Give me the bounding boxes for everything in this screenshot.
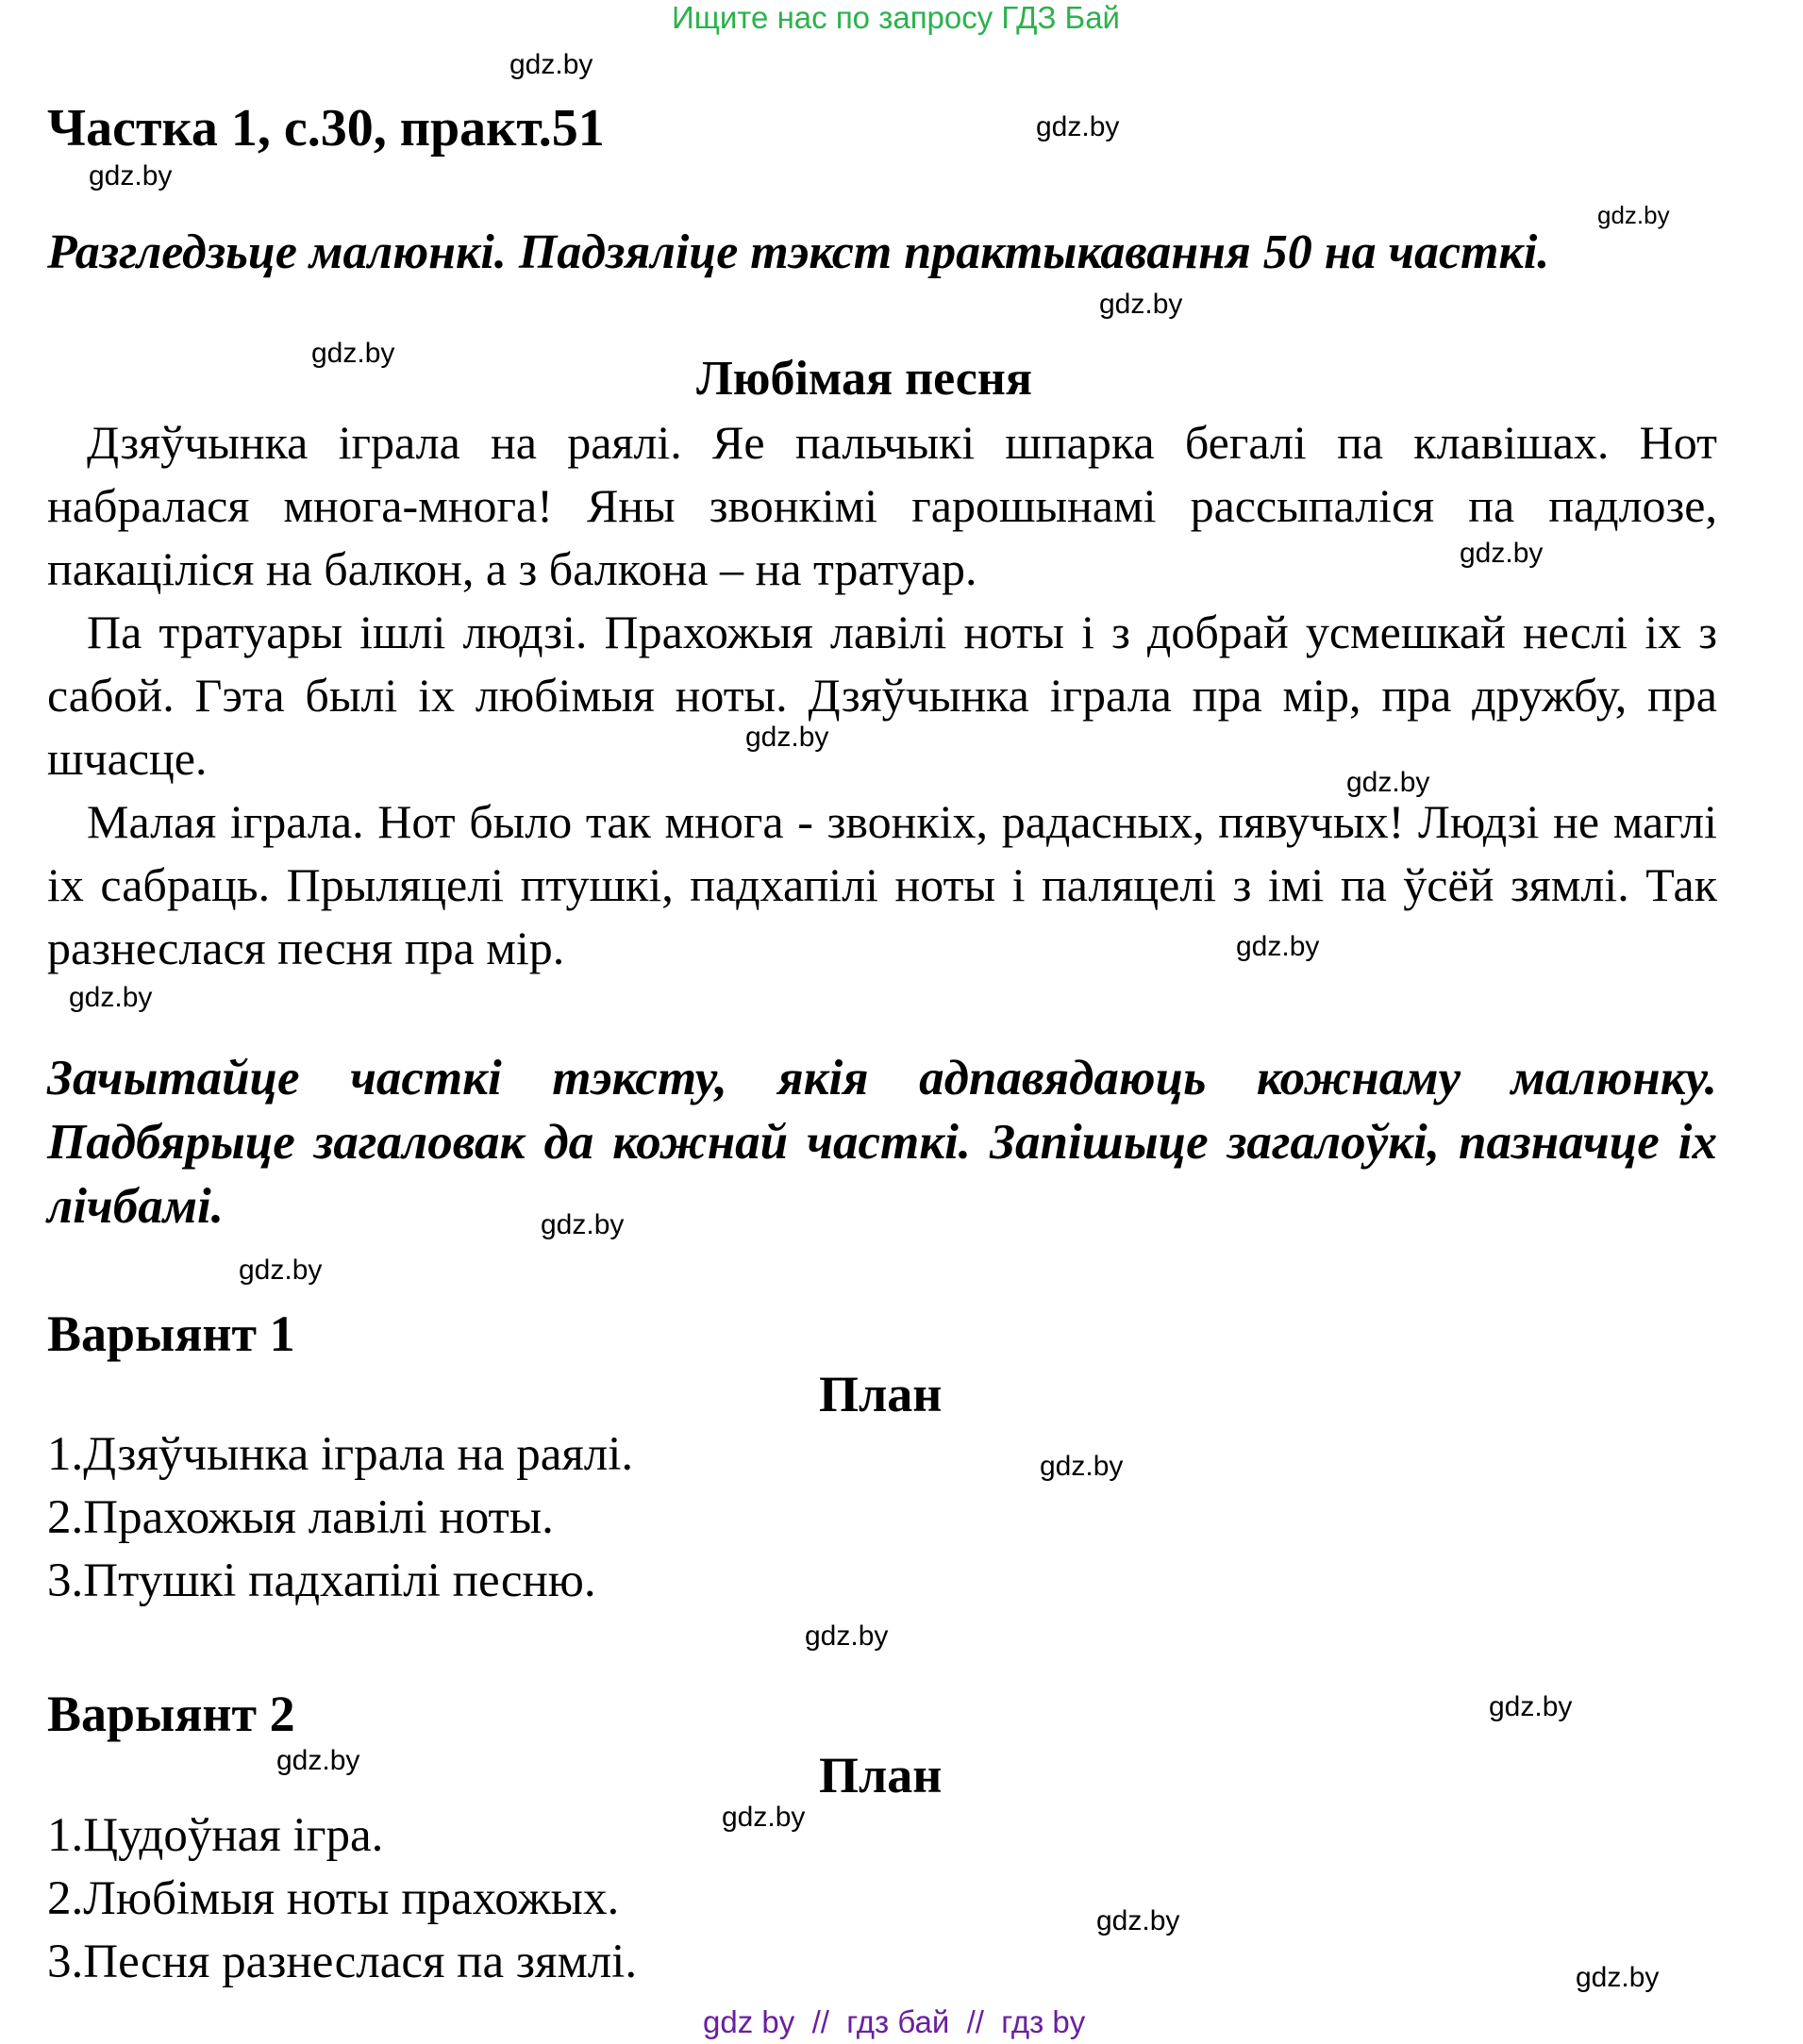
watermark: gdz.by [1597,201,1670,229]
story-paragraph-2: Па тратуары ішлі людзі. Прахожыя лавілі ноты і з добрай усмешкай неслі іх з сабой. Гэта былі іх любімыя ноты. Дзяўчынка іграла пра мір, пра дружбу, пра шчасце. [47,606,1717,785]
watermark: gdz.by [1489,1691,1573,1722]
variant-1-item-2: 2.Прахожыя лавілі ноты. [47,1491,554,1544]
watermark: gdz.by [509,49,593,80]
watermark: gdz.by [311,338,395,369]
banner: Ищите нас по запросу ГДЗ Бай [672,0,1120,35]
variant-1-label: Варыянт 1 [47,1305,295,1362]
variant-1-plan-title: План [819,1366,943,1422]
variant-2-label: Варыянт 2 [47,1686,295,1742]
variant-2-plan-title: План [819,1747,943,1803]
variant-2-item-3: 3.Песня разнеслася па зямлі. [47,1936,638,1988]
watermark: gdz.by [1576,1962,1660,1993]
watermark: gdz.by [276,1745,360,1776]
footer: gdz by // гдз бай // гдз by [703,2004,1086,2039]
watermark: gdz.by [69,982,153,1013]
task-2-instruction: Зачытайце часткі тэксту, якія адпавядаюць кожнаму малюнку. Падбярыце загаловак да кожнай часткі. Запішыце загалоўкі, пазначце іх лічбамі. [47,1051,1717,1234]
watermark: gdz.by [1036,111,1120,142]
story-text [47,411,1717,980]
watermark: gdz.by [1096,1905,1180,1936]
watermark: gdz.by [745,722,829,753]
watermark: gdz.by [541,1209,625,1240]
text-title: Любімая песня [696,352,1032,406]
watermark: gdz.by [805,1620,889,1652]
watermark: gdz.by [1040,1451,1124,1482]
variant-2-item-2: 2.Любімыя ноты прахожых. [47,1872,620,1925]
watermark: gdz.by [1099,289,1183,320]
task-1-instruction: Разгледзьце малюнкі. Падзяліце тэкст практыкавання 50 на часткі. [47,225,1550,279]
page-heading: Частка 1, с.30, практ.51 [47,99,605,158]
watermark: gdz.by [1236,931,1320,962]
story-paragraph-1: Дзяўчынка іграла на раялі. Яе пальчыкі шпарка бегалі па клавішах. Нот набралася многа-многа! Яны звонкімі гарошынамі рассыпаліся па падлозе, пакаціліся на балкон, а з балкона – на тратуар. [47,416,1717,595]
watermark: gdz.by [1460,538,1544,569]
watermark: gdz.by [89,160,173,191]
variant-1-item-1: 1.Дзяўчынка іграла на раялі. [47,1428,634,1481]
variant-2-item-1: 1.Цудоўная ігра. [47,1809,384,1862]
watermark: gdz.by [722,1802,806,1833]
story-paragraph-3: Малая іграла. Нот было так многа - звонкіх, радасных, пявучых! Людзі не маглі іх сабраць. Прыляцелі птушкі, падхапілі ноты і паляцелі з імі па ўсёй зямлі. Так разнеслася песня пра мір. [47,795,1717,974]
watermark: gdz.by [1346,767,1430,798]
watermark: gdz.by [239,1255,323,1286]
variant-1-item-3: 3.Птушкі падхапілі песню. [47,1554,596,1607]
